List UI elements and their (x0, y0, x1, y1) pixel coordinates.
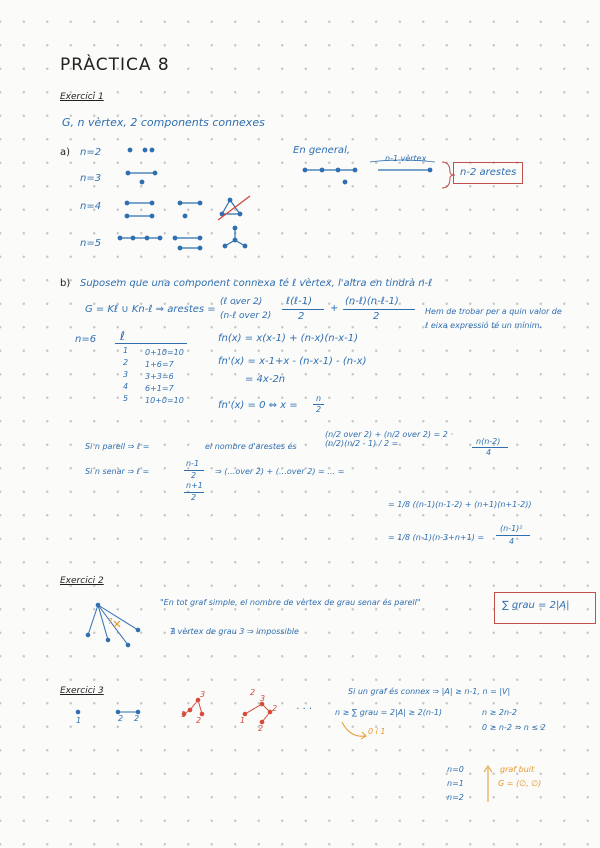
frac1-bar (282, 309, 324, 310)
exercici-2-quote: "En tot graf simple, el nombre de vèrtex de grau senar és parell" (160, 598, 421, 607)
exercici-1-statement: G, n vèrtex, 2 components connexes (62, 116, 265, 129)
odd-l2-den: 2 (191, 493, 197, 502)
n-values-arrow (478, 758, 498, 808)
exercici-2-heading: Exercici 2 (60, 576, 104, 586)
odd-l1-den: 2 (191, 471, 197, 480)
ex3-line-4: 0 ≥ n-2 ⇒ n ≤ 2 (482, 723, 546, 732)
odd-result-num: (n-1)² (500, 524, 523, 533)
row-n4: n=4 (80, 201, 102, 212)
vertex-note: n-1 vèrtex (385, 154, 427, 163)
exercici-2-graph-label: ? (108, 617, 113, 626)
exercici-1-heading: Exercici 1 (60, 92, 104, 102)
odd-result-bar (496, 535, 530, 536)
general-label: En general, (293, 145, 351, 156)
n-value: n=2 (447, 793, 464, 802)
frac1-den: 2 (298, 311, 305, 322)
table-row: 2 (123, 358, 129, 367)
ex3-line-1: Si un graf és connex ⇒ |A| ≥ n-1, n = |V| (348, 687, 511, 696)
odd-step-2: = 1/8 (n-1)(n-3+n+1) = (388, 533, 485, 542)
odd-l2-num: n+1 (186, 481, 203, 490)
exercici-3-heading: Exercici 3 (60, 686, 104, 696)
odd-result-den: 4 (509, 537, 515, 546)
odd-step-1: = 1/8 ((n-1)(n-1-2) + (n+1)(n+1-2)) (388, 500, 532, 509)
table-n-label: n=6 (75, 334, 97, 345)
result-arestes: n-2 arestes (460, 167, 517, 178)
exercici-2-conclusion: ∄ vèrtex de grau 3 ⇒ impossible (170, 627, 299, 636)
frac2-bar (343, 309, 415, 310)
fn-line-4: fn'(x) = 0 ⇔ x = (218, 400, 298, 411)
bracket-note: 0 i 1 (368, 727, 386, 736)
binom-1: (ℓ over 2) (220, 297, 263, 307)
odd-expr: ⇒ (…over 2) + (…over 2) = … = (215, 467, 345, 476)
empty-graph-label: graf buit (500, 765, 535, 774)
graph-number: 3 (200, 690, 206, 699)
n-value: n=0 (447, 765, 464, 774)
graph-number: 3 (260, 694, 266, 703)
odd-lead: Si n senar ⇒ ℓ = (85, 467, 150, 476)
even-result-num: n(n-2) (476, 437, 501, 446)
part-a-label: a) (60, 147, 71, 158)
table-row: 0+10=10 (145, 348, 184, 357)
part-a-small-graphs (110, 140, 270, 260)
graph-number: 2 (196, 716, 202, 725)
fn-result-den: 2 (316, 405, 322, 414)
row-n2: n=2 (80, 147, 102, 158)
row-n5: n=5 (80, 238, 102, 249)
fn-line-1: fn(x) = x(x-1) + (n-x)(n-x-1) (218, 333, 358, 344)
table-row: 10+0=10 (145, 396, 184, 405)
odd-l1-num: n-1 (186, 459, 200, 468)
graph-number: 1 (240, 716, 246, 725)
frac2-den: 2 (373, 311, 380, 322)
table-rule (115, 343, 187, 344)
graph-number: 1 (181, 710, 187, 719)
part-b-statement: Suposem que una component connexa té ℓ vèrtex, l'altra en tindrà n-ℓ (80, 278, 433, 289)
table-row: 4 (123, 382, 129, 391)
ex3-line-3: n ≥ 2n-2 (482, 708, 517, 717)
graph-number: 2 (134, 714, 140, 723)
fn-result-num: n (316, 394, 322, 403)
empty-graph-set: G = (∅, ∅) (498, 779, 542, 788)
exercici-3-dots: · · · (296, 704, 312, 715)
table-header: ℓ (120, 329, 125, 343)
part-b-label: b) (60, 278, 71, 289)
frac1-num: ℓ(ℓ-1) (286, 296, 313, 307)
table-row: 3+3=6 (145, 372, 174, 381)
page-title: PRÀCTICA 8 (60, 55, 170, 75)
plus-sign: + (330, 303, 339, 314)
n-value: n=1 (447, 779, 464, 788)
row-n3: n=3 (80, 173, 102, 184)
even-result-den: 4 (486, 448, 492, 457)
minimum-note: Hem de trobar per a quin valor de ℓ eixa expressió té un mínim. (425, 307, 562, 330)
exercici-2-formula: ∑ grau = 2|A| (502, 600, 570, 611)
graph-number: 2 (250, 688, 256, 697)
graph-number: 2 (272, 704, 278, 713)
graph-number: 2 (118, 714, 124, 723)
graph-number: 2 (258, 724, 264, 733)
table-row: 6+1=7 (145, 384, 174, 393)
table-row: 1+6=7 (145, 360, 174, 369)
even-expr: (n/2 over 2) + (n/2 over 2) = 2 · (n/2)(n/2 - 1) / 2 = (325, 430, 453, 449)
fn-line-3: = 4x-2n (245, 374, 286, 385)
graph-number: 1 (76, 716, 82, 725)
formula-lead: G = Kℓ ∪ Kn-ℓ ⇒ arestes = (85, 304, 216, 315)
even-mid: el nombre d'arestes és (205, 442, 297, 451)
exercici-2-graph (80, 595, 150, 655)
even-lead: Si n parell ⇒ ℓ = (85, 442, 150, 451)
ex3-line-2: n ≥ ∑ grau = 2|A| ≥ 2(n-1) (335, 708, 443, 717)
general-path-graph (300, 160, 450, 190)
fn-line-2: fn'(x) = x-1+x - (n-x-1) - (n-x) (218, 356, 367, 367)
binom-2: (n-ℓ over 2) (220, 311, 272, 321)
table-row: 3 (123, 370, 129, 379)
table-row: 5 (123, 394, 129, 403)
exercici-3-graphs (70, 690, 290, 740)
table-row: 1 (123, 346, 129, 355)
frac2-num: (n-ℓ)(n-ℓ-1) (345, 296, 399, 307)
